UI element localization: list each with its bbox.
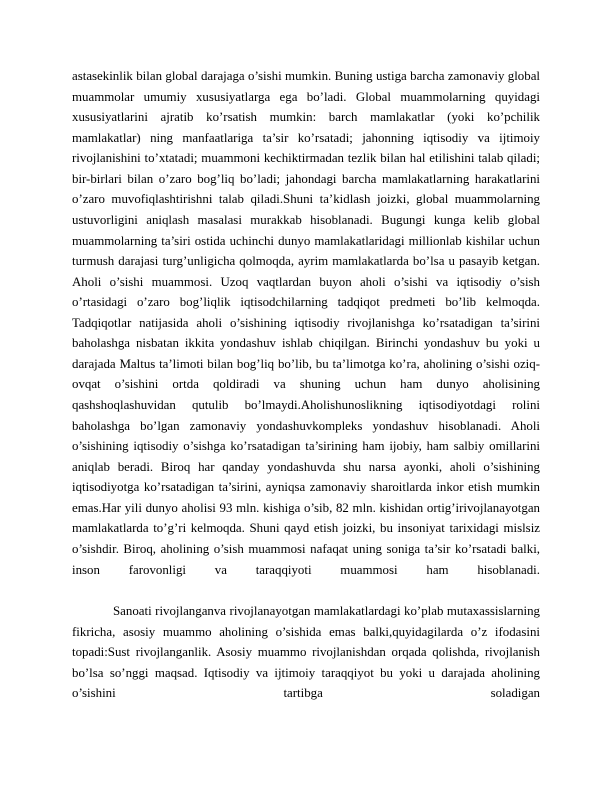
- body-paragraph: Sanoati rivojlanganva rivojlanayotgan mamlakatlardagi ko’plab mutaxassislarning fikricha, asosiy muammo aholining o’sishida emas balki,quyidagilarda o’z ifodasini topadi:Sust rivojlanganlik. Asosiy muammo rivojlanishdan orqada qolishda, rivojlanish bo’lsa so’nggi maqsad. Iqtisodiy va ijtimoiy taraqqiyot bu yoki u darajada aholining o’sishini tartibga soladigan: [72, 604, 540, 701]
- body-paragraph: astasekinlik bilan global darajaga o’sishi mumkin. Buning ustiga barcha zamonaviy global muammolar umumiy xususiyatlarga ega bo’ladi. Global muammolarning quyidagi xususiyatlarini ajratib ko’rsatish mumkin: barch mamlakatlar (yoki ko’pchilik mamlakatlar) ning manfaatlariga ta’sir ko’rsatadi; jahonning iqtisodiy va ijtimoiy rivojlanishini to’xtatadi; muammoni kechiktirmadan tezlik bilan hal etilishini talab qiladi; bir-birlari bilan o’zaro bog’liq bo’ladi; jahondagi barcha mamlakatlarning harakatlarini o’zaro muvofiqlashtirishni talab qiladi.Shuni ta’kidlash joizki, global muammolarning ustuvorligini aniqlash masalasi murakkab hisoblanadi. Bugungi kunga kelib global muammolarning ta’siri ostida uchinchi dunyo mamlakatlaridagi millionlab kishilar uchun turmush darajasi turg’unligicha qolmoqda, ayrim mamlakatlarda bo’lsa u pasayib ketgan. Aholi o’sishi muammosi. Uzoq vaqtlardan buyon aholi o’sishi va iqtisodiy o’sish o’rtasidagi o’zaro bog’liqlik iqtisodchilarning tadqiqot predmeti bo’lib kelmoqda. Tadqiqotlar natijasida aholi o’sishining iqtisodiy rivojlanishga ko’rsatadigan ta’sirini baholashga nisbatan ikkita yondashuv ishlab chiqilgan. Birinchi yondashuv bu yoki u darajada Maltus ta’limoti bilan bog’liq bo’lib, bu ta’limotga ko’ra, aholining o’sishi oziq-ovqat o’sishini ortda qoldiradi va shuning uchun ham dunyo aholisining qashshoqlashuvidan qutulib bo’lmaydi.Aholishunoslikning iqtisodiyotdagi rolini baholashga bo’lgan zamonaviy yondashuvkompleks yondashuv hisoblanadi. Aholi o’sishining iqtisodiy o’sishga ko’rsatadigan ta’sirining ham ijobiy, ham salbiy omillarini aniqlab beradi. Biroq har qanday yondashuvda shu narsa ayonki, aholi o’sishining iqtisodiyotga ko’rsatadigan ta’sirini, ayniqsa zamonaviy sharoitlarda inkor etish mumkin emas.Har yili dunyo aholisi 93 mln. kishiga o’sib, 82 mln. kishidan ortig’irivojlanayotgan mamlakatlarda to’g’ri kelmoqda. Shuni qayd etish joizki, bu insoniyat tarixidagi mislsiz o’sishdir. Biroq, aholining o’sish muammosi nafaqat uning soniga ta’sir ko’rsatadi balki, inson farovonligi va taraqqiyoti muammosi ham hisoblanadi.: [72, 69, 540, 577]
- document-page: [72, 66, 540, 704]
- paragraph-spacer: [72, 580, 540, 601]
